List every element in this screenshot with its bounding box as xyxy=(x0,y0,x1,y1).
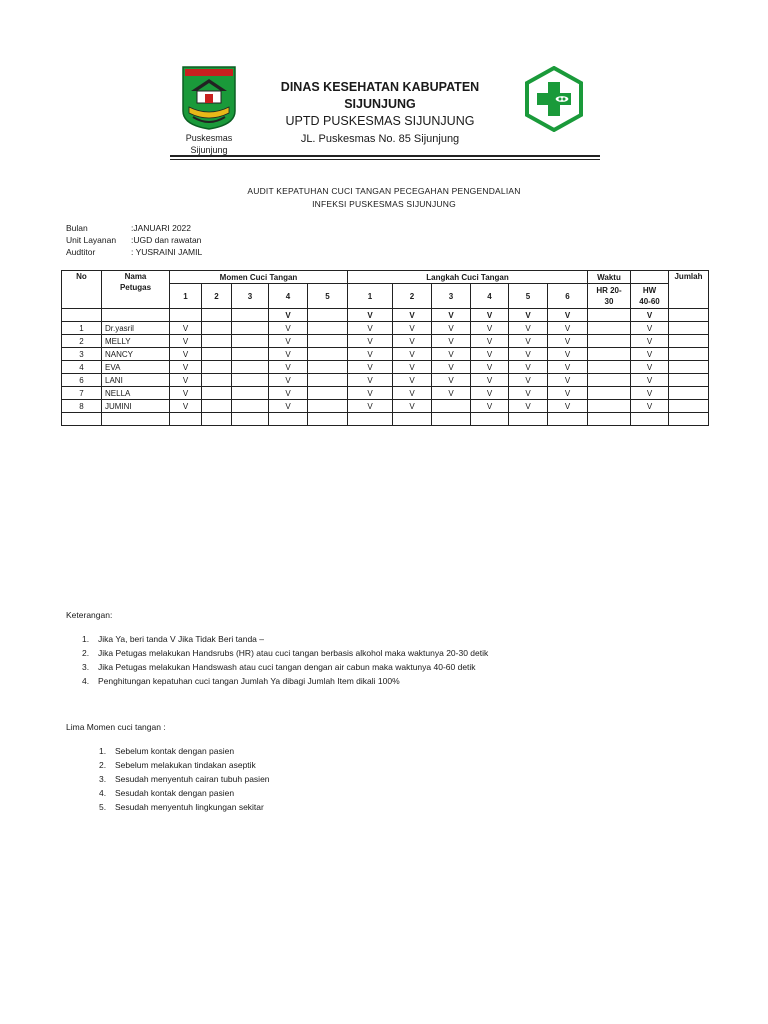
cell-mark xyxy=(669,348,709,361)
cell-mark xyxy=(308,400,348,413)
header-divider xyxy=(170,155,600,157)
cell-mark: V xyxy=(348,361,393,374)
notes-heading: Keterangan: xyxy=(66,610,113,620)
cell-mark xyxy=(588,374,631,387)
cell-mark: V xyxy=(393,322,432,335)
cell-mark: V xyxy=(432,374,471,387)
cell-mark xyxy=(308,374,348,387)
cell-mark: V xyxy=(269,309,308,322)
cell-mark xyxy=(588,361,631,374)
cell-mark xyxy=(269,413,308,426)
org-name-line2: SIJUNJUNG xyxy=(344,97,416,111)
table-header-row xyxy=(62,271,709,284)
cell-mark xyxy=(308,348,348,361)
logo-caption-line: Sijunjung xyxy=(190,145,228,155)
table-row xyxy=(62,374,709,387)
cell-mark xyxy=(669,400,709,413)
logo-caption-line: Puskesmas xyxy=(185,133,233,143)
puskesmas-cross-icon xyxy=(525,66,583,132)
cell-no: 4 xyxy=(62,361,102,374)
audit-table xyxy=(61,270,709,426)
cell-mark: V xyxy=(170,374,202,387)
cell-name: NELLA xyxy=(102,387,170,400)
header-no: No xyxy=(62,271,102,309)
cell-mark: V xyxy=(509,322,548,335)
cell-mark xyxy=(588,335,631,348)
header-momen-col: 2 xyxy=(202,284,232,309)
header-langkah-col: 4 xyxy=(471,284,509,309)
cell-mark xyxy=(669,361,709,374)
cell-mark xyxy=(202,400,232,413)
table-row xyxy=(62,361,709,374)
header-langkah-col: 3 xyxy=(432,284,471,309)
cell-mark xyxy=(348,413,393,426)
cell-name: Dr.yasril xyxy=(102,322,170,335)
cell-mark: V xyxy=(509,361,548,374)
cell-mark: V xyxy=(170,387,202,400)
cell-mark: V xyxy=(348,374,393,387)
cell-mark: V xyxy=(348,348,393,361)
cell-mark: V xyxy=(548,374,588,387)
header-langkah-col: 2 xyxy=(393,284,432,309)
cell-mark xyxy=(202,374,232,387)
cell-mark: V xyxy=(471,335,509,348)
cell-mark xyxy=(308,322,348,335)
logo-caption xyxy=(172,132,246,156)
cell-mark: V xyxy=(631,335,669,348)
cell-mark xyxy=(232,322,269,335)
cell-mark xyxy=(669,335,709,348)
cell-mark: V xyxy=(348,335,393,348)
info-label-bulan: Bulan xyxy=(66,223,88,233)
header-divider-thin xyxy=(170,159,600,160)
cell-mark: V xyxy=(269,322,308,335)
header-hw-line: 40-60 xyxy=(639,297,660,306)
cell-no: 6 xyxy=(62,374,102,387)
cell-mark xyxy=(669,322,709,335)
cell-mark xyxy=(432,400,471,413)
cell-mark xyxy=(202,322,232,335)
cell-mark xyxy=(170,413,202,426)
header-nama xyxy=(102,271,170,309)
cell-no xyxy=(62,309,102,322)
cell-name: JUMINI xyxy=(102,400,170,413)
cell-mark: V xyxy=(548,361,588,374)
cell-mark: V xyxy=(393,309,432,322)
document-title-line1: AUDIT KEPATUHAN CUCI TANGAN PECEGAHAN PENGENDALIAN xyxy=(247,186,521,196)
cell-mark: V xyxy=(269,361,308,374)
cell-name: NANCY xyxy=(102,348,170,361)
header-hr xyxy=(588,284,631,309)
moments-heading: Lima Momen cuci tangan : xyxy=(66,722,166,732)
cell-mark xyxy=(308,387,348,400)
header-nama-line: Petugas xyxy=(119,283,152,292)
cell-mark: V xyxy=(393,361,432,374)
note-text: Penghitungan kepatuhan cuci tangan Jumlah Ya dibagi Jumlah Item dikali 100% xyxy=(98,676,400,686)
cell-mark xyxy=(202,413,232,426)
cell-mark xyxy=(588,413,631,426)
cell-mark xyxy=(232,309,269,322)
cell-mark: V xyxy=(393,374,432,387)
header-momen-col: 5 xyxy=(308,284,348,309)
header-momen-col: 1 xyxy=(170,284,202,309)
cell-mark: V xyxy=(348,387,393,400)
moment-item: 2. Sebelum melakukan tindakan aseptik xyxy=(99,760,256,770)
cell-mark xyxy=(232,335,269,348)
cell-mark: V xyxy=(269,374,308,387)
cell-mark xyxy=(588,400,631,413)
cell-name: LANI xyxy=(102,374,170,387)
header-jumlah: Jumlah xyxy=(669,271,709,309)
header-langkah-col: 1 xyxy=(348,284,393,309)
cell-mark: V xyxy=(432,309,471,322)
cell-mark xyxy=(669,309,709,322)
cell-mark: V xyxy=(471,361,509,374)
header-momen-col: 3 xyxy=(232,284,269,309)
cell-mark xyxy=(202,387,232,400)
header-langkah-col: 5 xyxy=(509,284,548,309)
cell-mark xyxy=(432,413,471,426)
cell-mark xyxy=(232,348,269,361)
table-row xyxy=(62,400,709,413)
cell-mark xyxy=(232,413,269,426)
cell-mark: V xyxy=(393,335,432,348)
org-name-line3: UPTD PUSKESMAS SIJUNJUNG xyxy=(285,114,475,128)
cell-mark xyxy=(588,309,631,322)
cell-mark xyxy=(202,361,232,374)
cell-mark: V xyxy=(548,400,588,413)
cell-mark: V xyxy=(509,374,548,387)
cell-mark xyxy=(588,322,631,335)
cell-no: 3 xyxy=(62,348,102,361)
header-hr-line: HR 20- xyxy=(596,286,622,295)
cell-mark: V xyxy=(170,400,202,413)
moment-text: Sebelum kontak dengan pasien xyxy=(115,746,235,756)
cell-no xyxy=(62,413,102,426)
cell-mark: V xyxy=(348,322,393,335)
note-text: Jika Petugas melakukan Handsrubs (HR) atau cuci tangan berbasis alkohol maka waktunya 20-30 detik xyxy=(98,648,489,658)
cell-name: EVA xyxy=(102,361,170,374)
table-row xyxy=(62,322,709,335)
cell-mark: V xyxy=(471,348,509,361)
info-value-auditor: : YUSRAINI JAMIL xyxy=(131,247,203,257)
cell-mark: V xyxy=(170,361,202,374)
cell-mark: V xyxy=(269,335,308,348)
cell-mark xyxy=(669,387,709,400)
cell-mark: V xyxy=(548,309,588,322)
header-momen: Momen Cuci Tangan xyxy=(170,271,348,284)
moment-item: 1. Sebelum kontak dengan pasien xyxy=(99,746,235,756)
cell-mark: V xyxy=(393,387,432,400)
table-marker-row xyxy=(62,309,709,322)
cell-mark: V xyxy=(432,335,471,348)
cell-mark: V xyxy=(509,387,548,400)
cell-mark: V xyxy=(269,400,308,413)
cell-mark: V xyxy=(509,348,548,361)
cell-mark xyxy=(232,387,269,400)
cell-mark: V xyxy=(348,400,393,413)
document-title-line2: INFEKSI PUSKESMAS SIJUNJUNG xyxy=(312,199,456,209)
cell-mark xyxy=(232,361,269,374)
cell-mark xyxy=(631,413,669,426)
cell-name xyxy=(102,413,170,426)
cell-mark xyxy=(308,413,348,426)
cell-mark: V xyxy=(631,322,669,335)
cell-mark: V xyxy=(393,348,432,361)
header-momen-col: 4 xyxy=(269,284,308,309)
cell-mark: V xyxy=(269,348,308,361)
cell-mark xyxy=(232,374,269,387)
table-row xyxy=(62,413,709,426)
cell-mark xyxy=(232,400,269,413)
header-hw xyxy=(631,284,669,309)
cell-mark: V xyxy=(509,400,548,413)
org-name-line1: DINAS KESEHATAN KABUPATEN xyxy=(280,80,480,94)
table-row xyxy=(62,348,709,361)
header-waktu: Waktu xyxy=(588,271,631,284)
cell-mark: V xyxy=(348,309,393,322)
note-item: 2. Jika Petugas melakukan Handsrubs (HR) atau cuci tangan berbasis alkohol maka waktunya 20-30 detik xyxy=(82,648,489,658)
cell-mark: V xyxy=(170,322,202,335)
cell-no: 8 xyxy=(62,400,102,413)
cell-no: 7 xyxy=(62,387,102,400)
cell-mark xyxy=(393,413,432,426)
cell-mark: V xyxy=(509,335,548,348)
regency-emblem-icon xyxy=(181,65,237,131)
header-blank xyxy=(631,271,669,284)
cell-mark xyxy=(202,348,232,361)
info-label-auditor: Audtitor xyxy=(66,247,96,257)
cell-mark xyxy=(308,361,348,374)
cell-name: MELLY xyxy=(102,335,170,348)
moment-item: 4. Sesudah kontak dengan pasien xyxy=(99,788,235,798)
cell-mark xyxy=(471,413,509,426)
cell-mark: V xyxy=(631,374,669,387)
cell-mark xyxy=(509,413,548,426)
cell-mark xyxy=(308,335,348,348)
cell-mark: V xyxy=(170,348,202,361)
moment-item: 3. Sesudah menyentuh cairan tubuh pasien xyxy=(99,774,270,784)
cell-mark xyxy=(588,348,631,361)
cell-mark xyxy=(202,309,232,322)
note-item: 4. Penghitungan kepatuhan cuci tangan Jumlah Ya dibagi Jumlah Item dikali 100% xyxy=(82,676,400,686)
header-nama-line: Nama xyxy=(124,272,147,281)
note-item: 1. Jika Ya, beri tanda V Jika Tidak Beri tanda – xyxy=(82,634,265,644)
note-text: Jika Ya, beri tanda V Jika Tidak Beri tanda – xyxy=(98,634,265,644)
cell-mark: V xyxy=(631,309,669,322)
table-row xyxy=(62,387,709,400)
cell-mark: V xyxy=(548,387,588,400)
moment-item: 5. Sesudah menyentuh lingkungan sekitar xyxy=(99,802,264,812)
cell-mark xyxy=(170,309,202,322)
cell-mark xyxy=(308,309,348,322)
cell-mark: V xyxy=(432,348,471,361)
cell-mark: V xyxy=(631,400,669,413)
cell-mark xyxy=(548,413,588,426)
cell-mark: V xyxy=(393,400,432,413)
cell-mark: V xyxy=(269,387,308,400)
table-row xyxy=(62,335,709,348)
header-langkah: Langkah Cuci Tangan xyxy=(348,271,588,284)
cell-mark: V xyxy=(471,322,509,335)
org-address: JL. Puskesmas No. 85 Sijunjung xyxy=(300,133,460,145)
cell-mark: V xyxy=(548,335,588,348)
cell-mark xyxy=(588,387,631,400)
header-hw-line: HW xyxy=(642,286,657,295)
cell-mark: V xyxy=(631,348,669,361)
info-label-unit: Unit Layanan xyxy=(66,235,117,245)
cell-mark xyxy=(669,413,709,426)
cell-mark: V xyxy=(548,322,588,335)
cell-mark: V xyxy=(432,387,471,400)
cell-mark: V xyxy=(170,335,202,348)
cell-mark: V xyxy=(471,374,509,387)
moment-text: Sesudah menyentuh cairan tubuh pasien xyxy=(115,774,270,784)
moment-text: Sesudah menyentuh lingkungan sekitar xyxy=(115,802,264,812)
cell-mark xyxy=(202,335,232,348)
cell-mark: V xyxy=(471,387,509,400)
cell-no: 2 xyxy=(62,335,102,348)
info-value-unit: :UGD dan rawatan xyxy=(131,235,202,245)
note-text: Jika Petugas melakukan Handswash atau cuci tangan dengan air cabun maka waktunya 40-60 detik xyxy=(98,662,476,672)
cell-mark: V xyxy=(548,348,588,361)
cell-mark: V xyxy=(471,400,509,413)
info-value-bulan: :JANUARI 2022 xyxy=(131,223,191,233)
cell-no: 1 xyxy=(62,322,102,335)
header-langkah-col: 6 xyxy=(548,284,588,309)
cell-mark: V xyxy=(432,322,471,335)
moment-text: Sesudah kontak dengan pasien xyxy=(115,788,235,798)
cell-mark: V xyxy=(432,361,471,374)
cell-name xyxy=(102,309,170,322)
cell-mark xyxy=(669,374,709,387)
cell-mark: V xyxy=(471,309,509,322)
moment-text: Sebelum melakukan tindakan aseptik xyxy=(115,760,256,770)
header-hr-line: 30 xyxy=(604,297,614,306)
note-item: 3. Jika Petugas melakukan Handswash atau cuci tangan dengan air cabun maka waktunya 40-60 detik xyxy=(82,662,476,672)
cell-mark: V xyxy=(631,361,669,374)
cell-mark: V xyxy=(631,387,669,400)
cell-mark: V xyxy=(509,309,548,322)
